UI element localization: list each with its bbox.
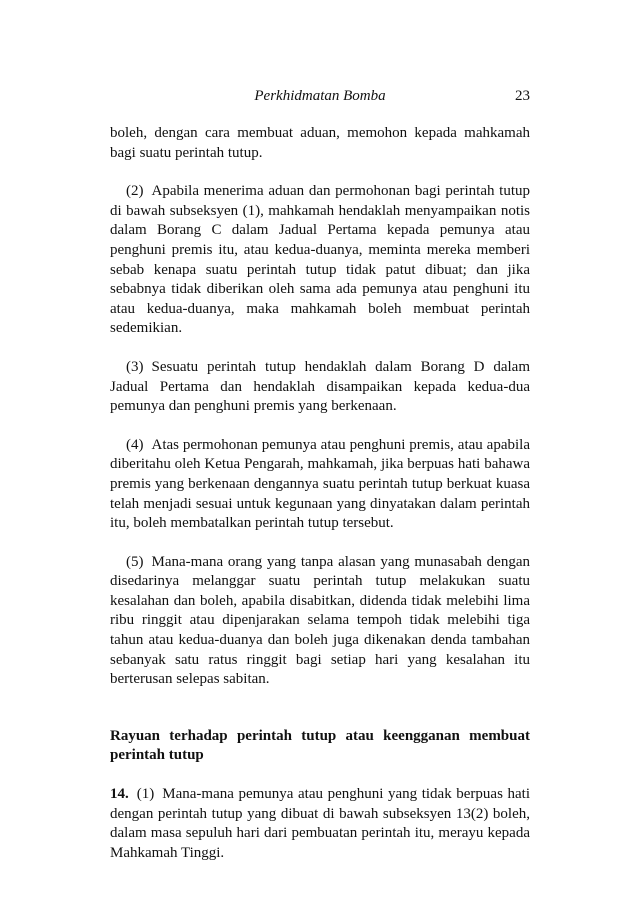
paragraph-gap <box>110 534 530 553</box>
subsection-number: (1) <box>136 786 155 803</box>
subsection-number: (5) <box>126 553 144 570</box>
subsection-text: Sesuatu perintah tutup hendaklah dalam Borang D dalam Jadual Pertama dan hendaklah disampaikan kepada kedua-dua pemunya dan penghuni premis yang berkenaan. <box>110 358 530 415</box>
page-header <box>110 88 530 110</box>
page-number: 23 <box>515 88 530 104</box>
section-heading: Rayuan terhadap perintah tutup atau keengganan membuat perintah tutup <box>110 727 530 764</box>
paragraph-subsection-3 <box>110 358 530 417</box>
subsection-number: (4) <box>126 436 144 453</box>
paragraph-subsection-2 <box>110 182 530 339</box>
paragraph-gap <box>110 339 530 358</box>
section-gap <box>110 690 530 727</box>
subsection-text: Mana-mana orang yang tanpa alasan yang munasabah dengan disedarinya melanggar suatu perintah tutup melakukan suatu kesalahan dan boleh, apabila disabitkan, didenda tidak melebihi lima ribu ringgit atau dipenjarakan selama tempoh tidak melebihi tiga tahun atau kedua-duanya dan boleh juga dikenakan denda tambahan sebanyak satu ratus ringgit bagi setiap hari yang kesalahan itu berterusan selepas sabitan. <box>110 553 530 688</box>
subsection-text: Atas permohonan pemunya atau penghuni premis, atau apabila diberitahu oleh Ketua Pengarah, mahkamah, jika berpuas hati bahawa premis yang berkenaan dengannya suatu perintah tutup berkuat kuasa telah menjadi sesuai untuk kegunaan yang dinyatakan dalam perintah itu, boleh membatalkan perintah tutup tersebut. <box>110 436 530 532</box>
document-page <box>110 88 530 863</box>
section-14-subsection-1 <box>110 785 530 863</box>
paragraph-gap <box>110 766 530 785</box>
paragraph-subsection-4 <box>110 436 530 534</box>
subsection-number: (3) <box>126 358 144 375</box>
paragraph-gap <box>110 417 530 436</box>
running-title: Perkhidmatan Bomba <box>254 88 386 104</box>
section-number: 14. <box>110 786 129 803</box>
paragraph-continuation: boleh, dengan cara membuat aduan, memohon kepada mahkamah bagi suatu perintah tutup. <box>110 125 530 161</box>
subsection-number: (2) <box>126 183 144 200</box>
paragraph-subsection-5 <box>110 553 530 690</box>
paragraph-gap <box>110 163 530 182</box>
subsection-text: Apabila menerima aduan dan permohonan bagi perintah tutup di bawah subseksyen (1), mahkamah hendaklah menyampaikan notis dalam Borang C dalam Jadual Pertama kepada pemunya atau penghuni premis itu, atau kedua-duanya, meminta mereka memberi sebab kenapa suatu perintah tutup tidak patut dibuat; dan jika sebabnya tidak diberikan oleh sama ada pemunya atau penghuni itu atau kedua-duanya, maka mahkamah boleh membuat perintah sedemikian. <box>110 183 530 337</box>
subsection-text: Mana-mana pemunya atau penghuni yang tidak berpuas hati dengan perintah tutup yang dibuat di bawah subseksyen 13(2) boleh, dalam masa sepuluh hari dari pembuatan perintah itu, merayu kepada Mahkamah Tinggi. <box>110 786 530 861</box>
